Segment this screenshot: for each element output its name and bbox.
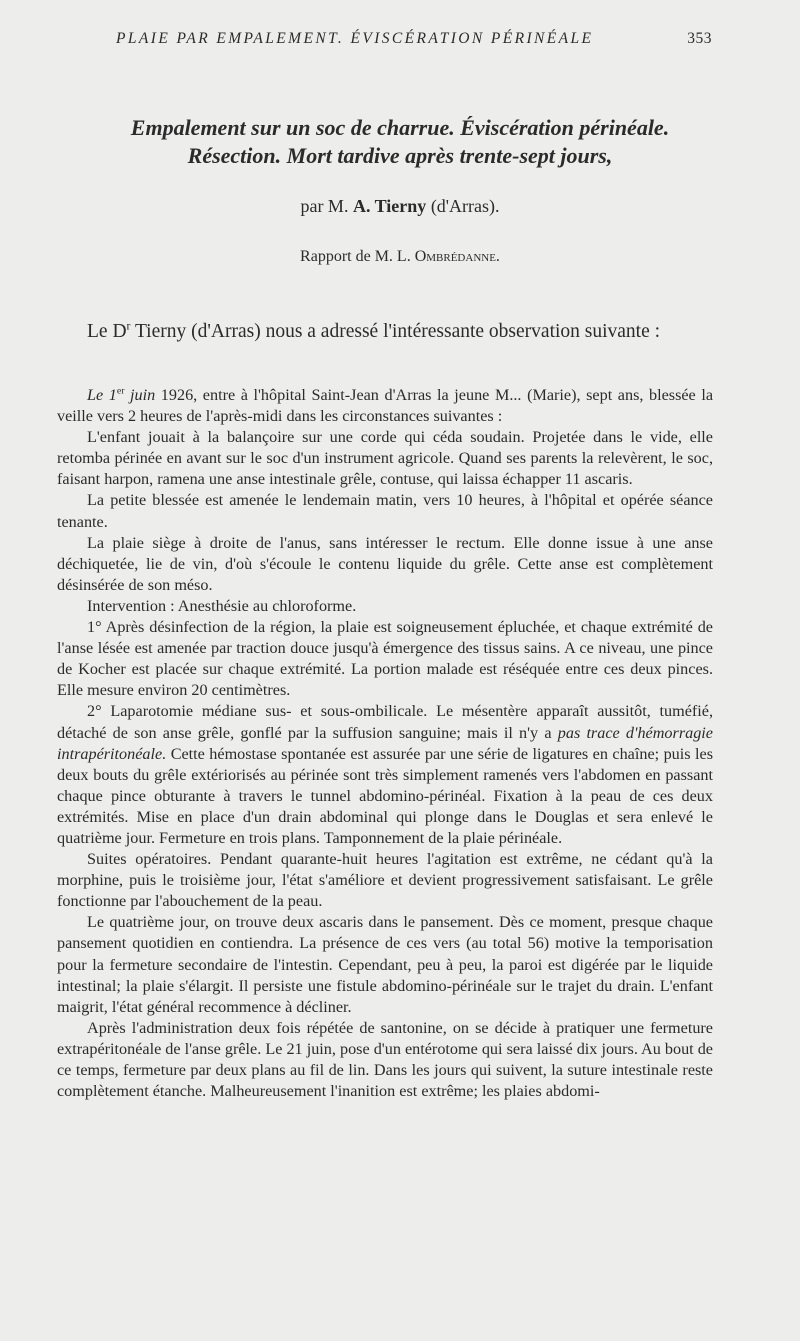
p1-date-a: Le 1 [87,386,117,404]
title-line-2: Résection. Mort tardive après trente-sept jours, [187,143,613,168]
paragraph-2: L'enfant jouait à la balançoire sur une corde qui céda soudain. Projetée dans le vide, elle retomba périnée en avant sur le soc d'un instrument agricole. Quand ses parents la relevèrent, le soc, faisant harpon, ramena une anse intestinale grêle, contuse, qui laissa échapper 11 ascaris. [57,428,713,489]
title-line-1: Empalement sur un soc de charrue. Éviscération périnéale. [130,115,670,140]
author-name: A. Tierny [352,196,427,216]
report-line [40,248,760,266]
paragraph-7 [57,701,713,849]
paragraph-8: Suites opératoires. Pendant quarante-huit heures l'agitation est extrême, ne cédant qu'à la morphine, puis le troisième jour, l'état s'améliore et devient progressivement satisfaisant. Le grêle fonctionne par l'abouchement de la peau. [57,850,713,911]
paragraph-10: Après l'administration deux fois répétée de santonine, on se décide à pratiquer une fermeture extrapéritonéale de l'anse grêle. Le 21 juin, pose d'un entérotome qui sera laissé dix jours. Au bout de ce temps, fermeture par deux plans au fil de lin. Dans les jours qui suivent, la suture intestinale reste complètement étanche. Malheureusement l'inanition est extrême; les plaies abdomi- [57,1018,713,1101]
report-prefix: Rapport de M. L. [300,248,411,265]
p1-rest: 1926, entre à l'hôpital Saint-Jean d'Arras la jeune M... (Marie), sept ans, blessée la veille vers 2 heures de l'après-midi dans les circonstances suivantes : [57,386,714,426]
paragraph-5: Intervention : Anesthésie au chloroforme. [87,596,357,615]
p7-b: Cette hémostase spontanée est assurée par une série de ligatures en chaîne; puis les deux bouts du grêle extériorisés au périnée sont très simplement ramenés vers l'abdomen en passant chaque pince obturante à travers le tunnel abdomino-périnéal. Fixation à la peau de ces deux extrémités. Mise en place d'un drain abdominal qui plonge dans le Douglas et sera enlevé le quatrième jour. Fermeture en trois plans. Tamponnement de la plaie périnéale. [57,744,713,847]
paragraph-6: 1° Après désinfection de la région, la plaie est soigneusement épluchée, et chaque extrémité de l'anse lésée est amenée par traction douce jusqu'à émergence des tissus sains. A ce niveau, une pince de Kocher est placée sur chaque extrémité. La portion malade est réséquée entre ces deux pinces. Elle mesure environ 20 centimètres. [57,618,713,700]
p1-sup: er [116,385,125,397]
paragraph-4: La plaie siège à droite de l'anus, sans intéresser le rectum. Elle donne issue à une anse déchiquetée, lie de vin, d'où s'écoule le contenu liquide du grêle. Cette anse est complètement désinsérée de son méso. [57,533,713,594]
running-head [116,30,712,48]
report-name: Ombrédanne. [414,248,500,265]
p7-a: 2° Laparotomie médiane sus- et sous-ombilicale. Le mésentère apparaît aussitôt, tuméfié, détaché de son anse grêle, gonflé par la suffusion sanguine; mais il n'y a [57,702,713,742]
p1-date-b: juin [124,386,156,404]
body-text [57,385,713,1102]
intro-sup: r [126,319,131,333]
paragraph-9: Le quatrième jour, on trouve deux ascaris dans le pansement. Dès ce moment, presque chaque pansement quotidien en contiendra. La présence de ces vers (au total 56) motive la temporisation pour la fermeture secondaire de l'intestin. Cependant, peu à peu, la paroi est digérée par le liquide intestinal; la plaie s'élargit. Il persiste une fistule abdomino-périnéale sur le trajet du drain. L'enfant maigrit, l'état général recommence à décliner. [57,913,713,1016]
running-title: PLAIE PAR EMPALEMENT. ÉVISCÉRATION PÉRINÉALE [116,30,594,47]
paragraph-3: La petite blessée est amenée le lendemain matin, vers 10 heures, à l'hôpital et opérée séance tenante. [57,491,713,531]
intro-text [57,318,713,345]
article-title [40,114,760,170]
intro-text-a: Le D [87,321,127,342]
author-suffix: (d'Arras). [430,196,500,216]
intro-paragraph [57,318,713,345]
intro-text-b: Tierny (d'Arras) nous a adressé l'intéressante observation suivante : [130,321,661,342]
p7-italic: pas trace d'hémorragie intrapéritonéale. [57,723,713,763]
author-prefix: par M. [300,196,349,216]
page-number: 353 [687,30,712,47]
author-line [40,196,760,217]
paragraph-1 [57,385,713,427]
